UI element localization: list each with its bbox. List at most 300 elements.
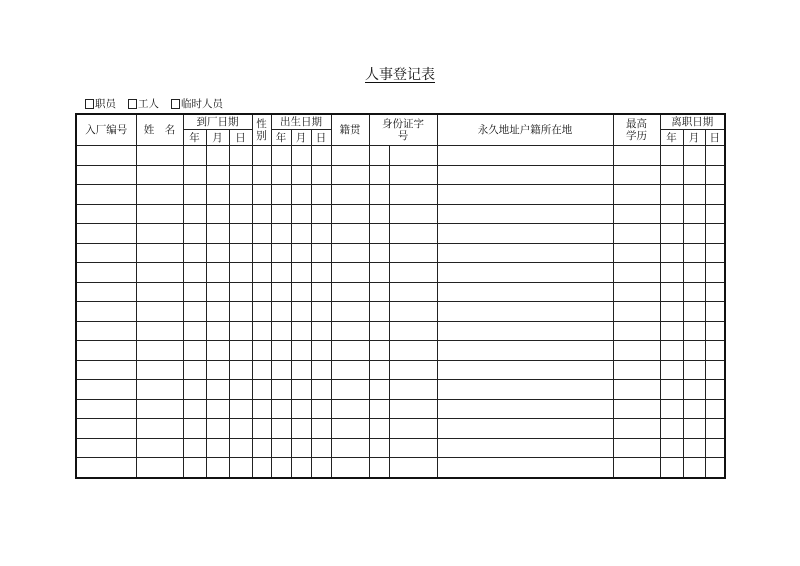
table-cell[interactable] bbox=[683, 360, 705, 380]
table-cell[interactable] bbox=[271, 321, 291, 341]
table-cell[interactable] bbox=[271, 438, 291, 458]
table-cell[interactable] bbox=[613, 380, 660, 400]
checkbox[interactable] bbox=[171, 99, 180, 109]
type-option-worker[interactable]: 工人 bbox=[128, 96, 159, 111]
table-cell[interactable] bbox=[613, 399, 660, 419]
table-cell[interactable] bbox=[613, 419, 660, 439]
table-cell[interactable] bbox=[229, 321, 252, 341]
table-cell[interactable] bbox=[660, 302, 683, 322]
table-cell[interactable] bbox=[311, 165, 331, 185]
table-cell[interactable] bbox=[252, 146, 271, 166]
table-cell[interactable] bbox=[331, 399, 369, 419]
table-cell[interactable] bbox=[271, 263, 291, 283]
table-cell[interactable] bbox=[183, 380, 206, 400]
table-cell[interactable] bbox=[136, 458, 183, 478]
table-cell[interactable] bbox=[389, 380, 437, 400]
table-cell[interactable] bbox=[437, 263, 613, 283]
table-cell[interactable] bbox=[369, 165, 389, 185]
table-cell[interactable] bbox=[369, 185, 389, 205]
table-cell[interactable] bbox=[660, 399, 683, 419]
table-cell[interactable] bbox=[369, 282, 389, 302]
table-cell[interactable] bbox=[369, 263, 389, 283]
table-cell[interactable] bbox=[206, 185, 229, 205]
table-cell[interactable] bbox=[271, 185, 291, 205]
table-cell[interactable] bbox=[206, 224, 229, 244]
table-cell[interactable] bbox=[369, 438, 389, 458]
table-cell[interactable] bbox=[206, 380, 229, 400]
table-cell[interactable] bbox=[252, 438, 271, 458]
table-cell[interactable] bbox=[291, 458, 311, 478]
table-cell[interactable] bbox=[683, 438, 705, 458]
table-cell[interactable] bbox=[369, 399, 389, 419]
table-cell[interactable] bbox=[311, 204, 331, 224]
table-cell[interactable] bbox=[437, 224, 613, 244]
table-cell[interactable] bbox=[437, 341, 613, 361]
table-cell[interactable] bbox=[136, 321, 183, 341]
table-cell[interactable] bbox=[660, 165, 683, 185]
table-cell[interactable] bbox=[136, 165, 183, 185]
table-cell[interactable] bbox=[291, 399, 311, 419]
table-cell[interactable] bbox=[683, 224, 705, 244]
table-cell[interactable] bbox=[271, 360, 291, 380]
table-cell[interactable] bbox=[252, 399, 271, 419]
table-cell[interactable] bbox=[369, 360, 389, 380]
table-cell[interactable] bbox=[183, 458, 206, 478]
table-cell[interactable] bbox=[613, 224, 660, 244]
table-cell[interactable] bbox=[229, 243, 252, 263]
table-cell[interactable] bbox=[136, 263, 183, 283]
table-cell[interactable] bbox=[311, 458, 331, 478]
table-cell[interactable] bbox=[683, 458, 705, 478]
table-cell[interactable] bbox=[437, 399, 613, 419]
table-cell[interactable] bbox=[136, 204, 183, 224]
table-cell[interactable] bbox=[331, 360, 369, 380]
table-cell[interactable] bbox=[331, 282, 369, 302]
table-cell[interactable] bbox=[183, 185, 206, 205]
table-cell[interactable] bbox=[206, 341, 229, 361]
table-cell[interactable] bbox=[437, 380, 613, 400]
table-cell[interactable] bbox=[613, 204, 660, 224]
table-cell[interactable] bbox=[229, 263, 252, 283]
table-cell[interactable] bbox=[136, 224, 183, 244]
table-cell[interactable] bbox=[683, 321, 705, 341]
table-cell[interactable] bbox=[206, 302, 229, 322]
table-cell[interactable] bbox=[206, 399, 229, 419]
table-cell[interactable] bbox=[252, 282, 271, 302]
table-cell[interactable] bbox=[311, 438, 331, 458]
table-cell[interactable] bbox=[613, 263, 660, 283]
table-cell[interactable] bbox=[229, 341, 252, 361]
table-cell[interactable] bbox=[311, 321, 331, 341]
table-cell[interactable] bbox=[331, 302, 369, 322]
table-cell[interactable] bbox=[291, 438, 311, 458]
table-cell[interactable] bbox=[389, 165, 437, 185]
table-cell[interactable] bbox=[369, 380, 389, 400]
table-cell[interactable] bbox=[252, 458, 271, 478]
table-cell[interactable] bbox=[683, 243, 705, 263]
table-cell[interactable] bbox=[389, 419, 437, 439]
table-cell[interactable] bbox=[271, 341, 291, 361]
table-cell[interactable] bbox=[437, 165, 613, 185]
table-cell[interactable] bbox=[705, 380, 725, 400]
table-cell[interactable] bbox=[229, 165, 252, 185]
table-cell[interactable] bbox=[252, 380, 271, 400]
table-cell[interactable] bbox=[683, 399, 705, 419]
table-cell[interactable] bbox=[229, 302, 252, 322]
table-cell[interactable] bbox=[331, 321, 369, 341]
table-cell[interactable] bbox=[206, 146, 229, 166]
table-cell[interactable] bbox=[311, 146, 331, 166]
table-cell[interactable] bbox=[271, 243, 291, 263]
table-cell[interactable] bbox=[311, 360, 331, 380]
table-cell[interactable] bbox=[331, 224, 369, 244]
table-cell[interactable] bbox=[229, 399, 252, 419]
table-cell[interactable] bbox=[705, 438, 725, 458]
table-cell[interactable] bbox=[291, 204, 311, 224]
table-cell[interactable] bbox=[369, 419, 389, 439]
table-cell[interactable] bbox=[291, 243, 311, 263]
table-cell[interactable] bbox=[271, 419, 291, 439]
table-cell[interactable] bbox=[291, 165, 311, 185]
table-cell[interactable] bbox=[369, 146, 389, 166]
table-cell[interactable] bbox=[660, 438, 683, 458]
table-cell[interactable] bbox=[660, 263, 683, 283]
table-cell[interactable] bbox=[311, 282, 331, 302]
table-cell[interactable] bbox=[136, 146, 183, 166]
table-cell[interactable] bbox=[311, 224, 331, 244]
table-cell[interactable] bbox=[389, 146, 437, 166]
table-cell[interactable] bbox=[183, 321, 206, 341]
table-cell[interactable] bbox=[389, 185, 437, 205]
table-cell[interactable] bbox=[252, 360, 271, 380]
table-cell[interactable] bbox=[683, 302, 705, 322]
table-cell[interactable] bbox=[76, 341, 136, 361]
checkbox[interactable] bbox=[85, 99, 94, 109]
table-cell[interactable] bbox=[206, 360, 229, 380]
table-cell[interactable] bbox=[76, 263, 136, 283]
table-cell[interactable] bbox=[613, 165, 660, 185]
table-cell[interactable] bbox=[76, 438, 136, 458]
table-cell[interactable] bbox=[660, 243, 683, 263]
table-cell[interactable] bbox=[613, 458, 660, 478]
table-cell[interactable] bbox=[389, 263, 437, 283]
table-cell[interactable] bbox=[229, 380, 252, 400]
table-cell[interactable] bbox=[437, 438, 613, 458]
table-cell[interactable] bbox=[271, 224, 291, 244]
table-cell[interactable] bbox=[437, 243, 613, 263]
table-cell[interactable] bbox=[76, 419, 136, 439]
table-cell[interactable] bbox=[183, 399, 206, 419]
table-cell[interactable] bbox=[136, 302, 183, 322]
table-cell[interactable] bbox=[683, 282, 705, 302]
table-cell[interactable] bbox=[369, 458, 389, 478]
table-cell[interactable] bbox=[683, 204, 705, 224]
table-cell[interactable] bbox=[705, 399, 725, 419]
table-cell[interactable] bbox=[389, 438, 437, 458]
table-cell[interactable] bbox=[291, 360, 311, 380]
table-cell[interactable] bbox=[183, 360, 206, 380]
table-cell[interactable] bbox=[206, 282, 229, 302]
table-cell[interactable] bbox=[705, 204, 725, 224]
table-cell[interactable] bbox=[613, 185, 660, 205]
table-cell[interactable] bbox=[229, 282, 252, 302]
table-cell[interactable] bbox=[183, 204, 206, 224]
table-cell[interactable] bbox=[291, 224, 311, 244]
table-cell[interactable] bbox=[183, 341, 206, 361]
table-cell[interactable] bbox=[613, 360, 660, 380]
table-cell[interactable] bbox=[311, 341, 331, 361]
table-cell[interactable] bbox=[369, 302, 389, 322]
table-cell[interactable] bbox=[613, 243, 660, 263]
table-cell[interactable] bbox=[705, 185, 725, 205]
table-cell[interactable] bbox=[331, 419, 369, 439]
table-cell[interactable] bbox=[437, 204, 613, 224]
table-cell[interactable] bbox=[136, 438, 183, 458]
table-cell[interactable] bbox=[331, 146, 369, 166]
table-cell[interactable] bbox=[613, 341, 660, 361]
table-cell[interactable] bbox=[252, 243, 271, 263]
table-cell[interactable] bbox=[660, 204, 683, 224]
table-cell[interactable] bbox=[271, 165, 291, 185]
table-cell[interactable] bbox=[229, 146, 252, 166]
table-cell[interactable] bbox=[437, 302, 613, 322]
table-cell[interactable] bbox=[389, 321, 437, 341]
table-cell[interactable] bbox=[660, 185, 683, 205]
table-cell[interactable] bbox=[389, 243, 437, 263]
table-cell[interactable] bbox=[252, 185, 271, 205]
table-cell[interactable] bbox=[369, 341, 389, 361]
table-cell[interactable] bbox=[705, 263, 725, 283]
table-cell[interactable] bbox=[76, 282, 136, 302]
table-cell[interactable] bbox=[389, 204, 437, 224]
table-cell[interactable] bbox=[76, 185, 136, 205]
table-cell[interactable] bbox=[183, 438, 206, 458]
table-cell[interactable] bbox=[311, 185, 331, 205]
table-cell[interactable] bbox=[291, 380, 311, 400]
table-cell[interactable] bbox=[389, 458, 437, 478]
table-cell[interactable] bbox=[271, 458, 291, 478]
table-cell[interactable] bbox=[252, 419, 271, 439]
table-cell[interactable] bbox=[76, 399, 136, 419]
table-cell[interactable] bbox=[613, 321, 660, 341]
table-cell[interactable] bbox=[271, 380, 291, 400]
table-cell[interactable] bbox=[331, 165, 369, 185]
table-cell[interactable] bbox=[206, 458, 229, 478]
table-cell[interactable] bbox=[437, 146, 613, 166]
table-cell[interactable] bbox=[252, 341, 271, 361]
header-month: 月 bbox=[206, 130, 229, 146]
table-cell[interactable] bbox=[683, 263, 705, 283]
table-cell[interactable] bbox=[271, 399, 291, 419]
table-cell[interactable] bbox=[683, 341, 705, 361]
table-cell[interactable] bbox=[183, 224, 206, 244]
table-cell[interactable] bbox=[183, 302, 206, 322]
table-cell[interactable] bbox=[369, 321, 389, 341]
table-cell[interactable] bbox=[331, 243, 369, 263]
table-cell[interactable] bbox=[136, 243, 183, 263]
table-cell[interactable] bbox=[660, 341, 683, 361]
table-cell[interactable] bbox=[76, 243, 136, 263]
table-cell[interactable] bbox=[613, 302, 660, 322]
table-cell[interactable] bbox=[183, 243, 206, 263]
table-cell[interactable] bbox=[660, 224, 683, 244]
table-cell[interactable] bbox=[683, 146, 705, 166]
table-cell[interactable] bbox=[291, 321, 311, 341]
table-cell[interactable] bbox=[331, 438, 369, 458]
table-cell[interactable] bbox=[291, 146, 311, 166]
table-cell[interactable] bbox=[369, 224, 389, 244]
table-row bbox=[76, 360, 725, 380]
table-cell[interactable] bbox=[660, 321, 683, 341]
table-cell[interactable] bbox=[252, 263, 271, 283]
table-cell[interactable] bbox=[705, 419, 725, 439]
table-cell[interactable] bbox=[613, 146, 660, 166]
table-cell[interactable] bbox=[206, 243, 229, 263]
table-cell[interactable] bbox=[331, 458, 369, 478]
table-cell[interactable] bbox=[291, 302, 311, 322]
table-cell[interactable] bbox=[660, 282, 683, 302]
table-cell[interactable] bbox=[705, 302, 725, 322]
table-cell[interactable] bbox=[705, 321, 725, 341]
table-cell[interactable] bbox=[291, 282, 311, 302]
table-cell[interactable] bbox=[705, 360, 725, 380]
table-cell[interactable] bbox=[206, 419, 229, 439]
table-cell[interactable] bbox=[252, 302, 271, 322]
table-cell[interactable] bbox=[229, 224, 252, 244]
table-cell[interactable] bbox=[206, 263, 229, 283]
table-cell[interactable] bbox=[389, 282, 437, 302]
table-cell[interactable] bbox=[291, 263, 311, 283]
table-cell[interactable] bbox=[311, 419, 331, 439]
table-cell[interactable] bbox=[437, 419, 613, 439]
table-cell[interactable] bbox=[76, 321, 136, 341]
table-cell[interactable] bbox=[660, 458, 683, 478]
table-cell[interactable] bbox=[683, 380, 705, 400]
table-cell[interactable] bbox=[705, 146, 725, 166]
table-cell[interactable] bbox=[660, 419, 683, 439]
table-cell[interactable] bbox=[311, 380, 331, 400]
table-cell[interactable] bbox=[76, 458, 136, 478]
table-cell[interactable] bbox=[613, 282, 660, 302]
table-cell[interactable] bbox=[229, 458, 252, 478]
table-cell[interactable] bbox=[705, 224, 725, 244]
table-cell[interactable] bbox=[183, 146, 206, 166]
table-row bbox=[76, 399, 725, 419]
table-cell[interactable] bbox=[76, 360, 136, 380]
table-cell[interactable] bbox=[311, 302, 331, 322]
checkbox[interactable] bbox=[128, 99, 137, 109]
table-cell[interactable] bbox=[183, 419, 206, 439]
table-cell[interactable] bbox=[76, 146, 136, 166]
table-cell[interactable] bbox=[437, 185, 613, 205]
table-cell[interactable] bbox=[331, 185, 369, 205]
table-cell[interactable] bbox=[252, 165, 271, 185]
table-cell[interactable] bbox=[331, 204, 369, 224]
table-cell[interactable] bbox=[660, 146, 683, 166]
table-cell[interactable] bbox=[705, 165, 725, 185]
table-cell[interactable] bbox=[76, 302, 136, 322]
table-cell[interactable] bbox=[136, 282, 183, 302]
table-cell[interactable] bbox=[229, 185, 252, 205]
table-cell[interactable] bbox=[389, 399, 437, 419]
table-cell[interactable] bbox=[311, 399, 331, 419]
table-cell[interactable] bbox=[229, 360, 252, 380]
type-option-temporary[interactable]: 临时人员 bbox=[171, 96, 223, 111]
table-cell[interactable] bbox=[183, 282, 206, 302]
table-cell[interactable] bbox=[389, 341, 437, 361]
table-cell[interactable] bbox=[252, 224, 271, 244]
table-cell[interactable] bbox=[389, 302, 437, 322]
table-cell[interactable] bbox=[271, 146, 291, 166]
table-cell[interactable] bbox=[136, 341, 183, 361]
table-cell[interactable] bbox=[331, 380, 369, 400]
table-cell[interactable] bbox=[206, 165, 229, 185]
table-row bbox=[76, 185, 725, 205]
table-cell[interactable] bbox=[183, 165, 206, 185]
table-cell[interactable] bbox=[660, 360, 683, 380]
table-cell[interactable] bbox=[271, 282, 291, 302]
table-cell[interactable] bbox=[369, 243, 389, 263]
table-cell[interactable] bbox=[705, 243, 725, 263]
type-option-staff[interactable]: 职员 bbox=[85, 96, 116, 111]
table-cell[interactable] bbox=[76, 380, 136, 400]
table-cell[interactable] bbox=[437, 282, 613, 302]
table-cell[interactable] bbox=[705, 341, 725, 361]
table-cell[interactable] bbox=[136, 380, 183, 400]
table-cell[interactable] bbox=[311, 243, 331, 263]
table-cell[interactable] bbox=[252, 321, 271, 341]
table-cell[interactable] bbox=[136, 399, 183, 419]
table-cell[interactable] bbox=[613, 438, 660, 458]
table-cell[interactable] bbox=[136, 419, 183, 439]
table-cell[interactable] bbox=[183, 263, 206, 283]
table-cell[interactable] bbox=[206, 438, 229, 458]
table-cell[interactable] bbox=[331, 263, 369, 283]
table-cell[interactable] bbox=[229, 438, 252, 458]
table-cell[interactable] bbox=[206, 204, 229, 224]
table-cell[interactable] bbox=[705, 458, 725, 478]
table-cell[interactable] bbox=[331, 341, 369, 361]
table-cell[interactable] bbox=[271, 302, 291, 322]
table-cell[interactable] bbox=[705, 282, 725, 302]
table-cell[interactable] bbox=[437, 321, 613, 341]
table-cell[interactable] bbox=[252, 204, 271, 224]
table-cell[interactable] bbox=[389, 360, 437, 380]
table-cell[interactable] bbox=[206, 321, 229, 341]
table-cell[interactable] bbox=[389, 224, 437, 244]
table-cell[interactable] bbox=[369, 204, 389, 224]
header-leave-date: 离职日期 bbox=[660, 114, 725, 130]
table-cell[interactable] bbox=[271, 204, 291, 224]
table-cell[interactable] bbox=[291, 341, 311, 361]
table-cell[interactable] bbox=[136, 185, 183, 205]
table-cell[interactable] bbox=[229, 204, 252, 224]
table-cell[interactable] bbox=[683, 165, 705, 185]
table-cell[interactable] bbox=[229, 419, 252, 439]
table-cell[interactable] bbox=[683, 185, 705, 205]
table-cell[interactable] bbox=[437, 360, 613, 380]
table-cell[interactable] bbox=[437, 458, 613, 478]
table-cell[interactable] bbox=[660, 380, 683, 400]
table-cell[interactable] bbox=[76, 224, 136, 244]
table-cell[interactable] bbox=[76, 204, 136, 224]
table-cell[interactable] bbox=[136, 360, 183, 380]
table-cell[interactable] bbox=[76, 165, 136, 185]
table-cell[interactable] bbox=[683, 419, 705, 439]
table-cell[interactable] bbox=[291, 419, 311, 439]
table-cell[interactable] bbox=[311, 263, 331, 283]
table-cell[interactable] bbox=[291, 185, 311, 205]
